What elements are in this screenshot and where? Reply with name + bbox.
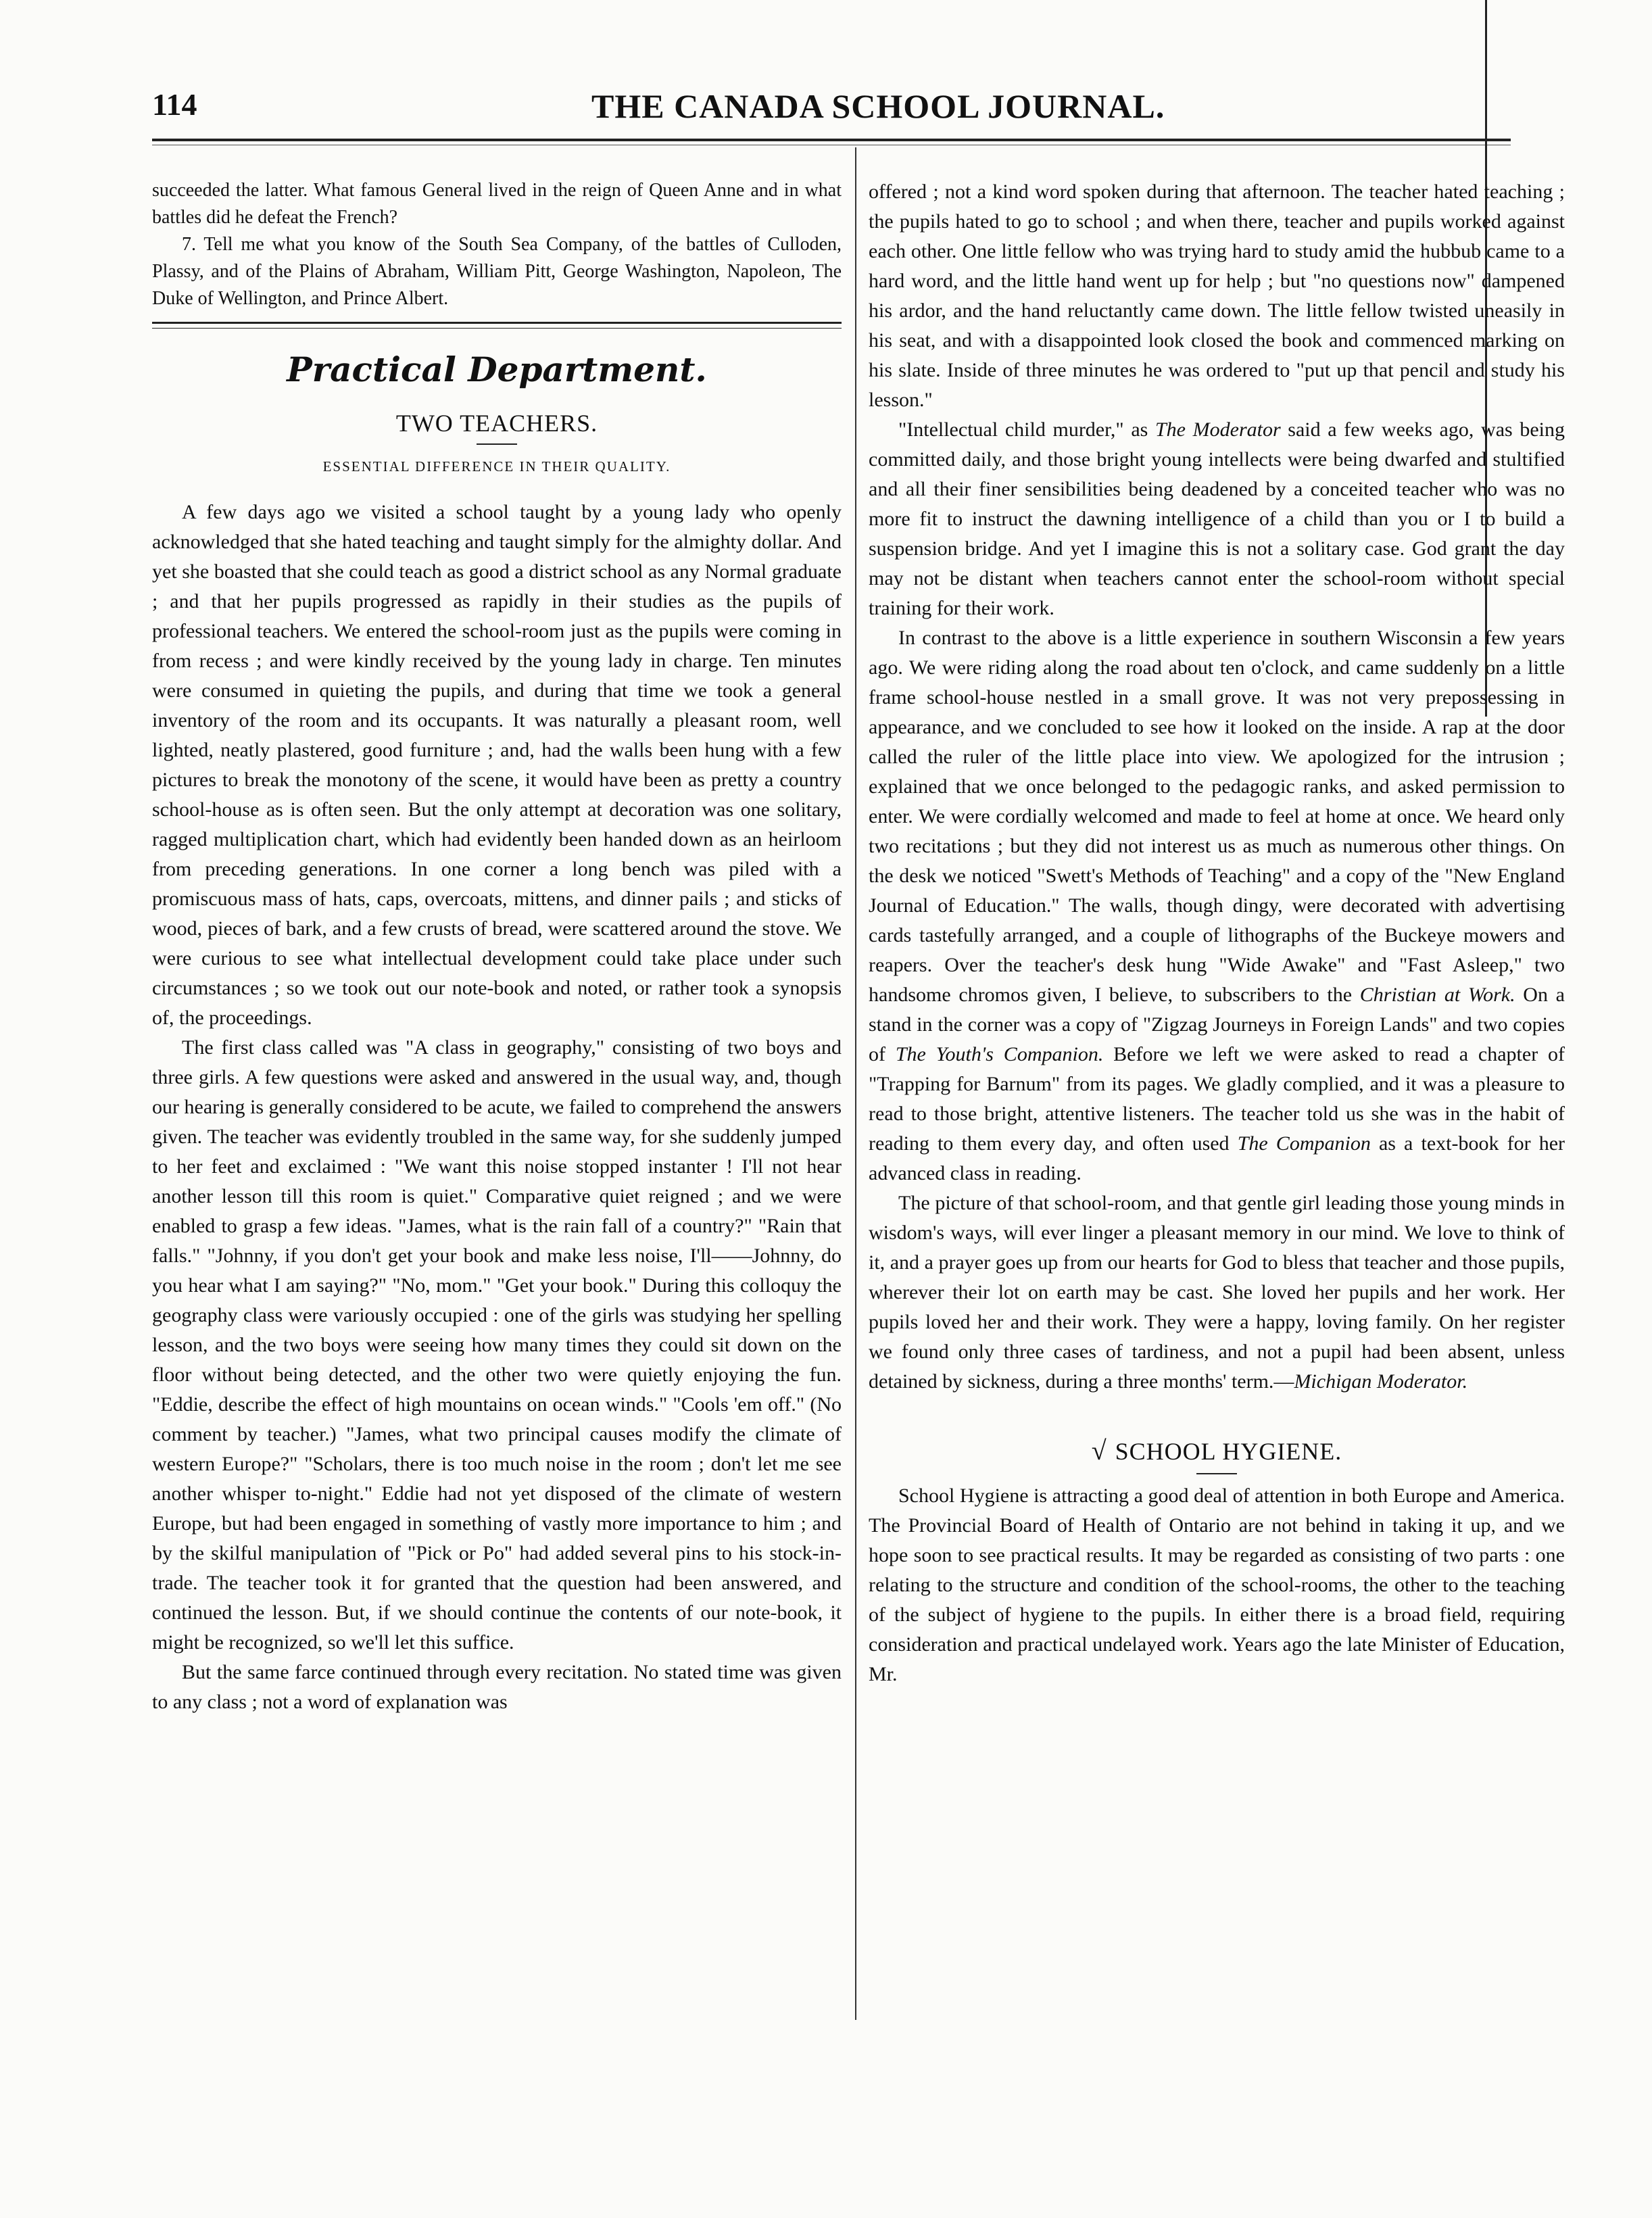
- text-run: In contrast to the above is a little experience in southern Wisconsin a few years ago. We were riding along the road about ten o'clock, and came suddenly on a little frame school-house nestled in a small grove. It was not very prepossessing in appearance, and we concluded to see how it looked on the inside. A rap at the door called the ruler of the little place into view. We apologized for the intrusion ; explained that we once belonged to the pedagogic ranks, and asked permission to enter. We were cordially welcomed and made to feel at home at once. We heard only two recitations ; but they did not interest us as much as numerous other things. On the desk we noticed "Swett's Methods of Teaching" and a copy of the "New England Journal of Education." The walls, though dingy, were decorated with advertising cards tastefully arranged, and a couple of lithographs of the Buckeye mowers and reapers. Over the teacher's desk hung "Wide Awake" and "Fast Asleep," two handsome chromos given, I believe, to subscribers to the: [869, 627, 1565, 1006]
- article-paragraph: A few days ago we visited a school taught by a young lady who openly acknowledged that she hated teaching and taught simply for the almighty dollar. And yet she boasted that she could teach as good a district school as any Normal graduate ; and that her pupils progressed as rapidly in their studies as the pupils of professional teachers. We entered the school-room just as the pupils were coming in from recess ; and were kindly received by the young lady in charge. Ten minutes were consumed in quieting the pupils, and during that time we took a general inventory of the room and its occupants. It was naturally a pleasant room, well lighted, neatly plastered, good furniture ; and, had the walls been hung with a few pictures to break the monotony of the scene, it would have been as pretty a country school-house as is often seen. But the only attempt at decoration was one solitary, ragged multiplication chart, which had evidently been handed down as an heirloom from preceding generations. In one corner a long bench was piled with a promiscuous mass of hats, caps, overcoats, mittens, and dinner pails ; and sticks of wood, pieces of bark, and a few crusts of bread, were scattered around the stove. We were curious to see what intellectual development could take place under such circumstances ; so we took out our note-book and noted, or rather took a synopsis of, the proceedings.: [152, 501, 842, 1029]
- text-run: as a text-book for her advanced class in reading.: [869, 1132, 1565, 1184]
- text-run: The picture of that school-room, and that gentle girl leading those young minds in wisdom's ways, will ever linger a pleasant memory in our mind. We love to think of it, and a prayer goes up from our hearts for God to bless that teacher and those pupils, wherever their lot on earth may be cast. She loved her pupils and her work. Her pupils loved her and their work. They were a happy, loving family. On her register we found only three cases of tardiness, and not a pupil had been absent, unless detained by sickness, during a three months' term.—: [869, 1192, 1565, 1393]
- article-subtitle: ESSENTIAL DIFFERENCE IN THEIR QUALITY.: [322, 458, 671, 475]
- text-run: "Intellectual child murder," as: [898, 418, 1155, 441]
- source-credit: Michigan Moderator.: [1294, 1370, 1468, 1393]
- text-run: said a few weeks ago, was being committed daily, and those bright young intellects were being dwarfed and stultified and all their finer sensibilities being deadened by a conceited teacher who was no more fit to instruct the dawning intelligence of a child than you or I to build a suspension bridge. And yet I imagine this is not a solitary case. God grant the day may not be distant when teachers cannot enter the school-room without special training for their work.: [869, 418, 1565, 619]
- checkmark-icon: √: [1091, 1435, 1107, 1466]
- publication-name: The Youth's Companion.: [895, 1043, 1104, 1065]
- publication-name: Christian at Work.: [1359, 984, 1515, 1006]
- article-paragraph: [869, 415, 1565, 623]
- article-paragraph: The first class called was "A class in geography," consisting of two boys and three girls. A few questions were asked and answered in the usual way, and, though our hearing is generally considered to be acute, we failed to comprehend the answers given. The teacher was evidently troubled in the same way, for she suddenly jumped to her feet and exclaimed : "We want this noise stopped instanter ! I'll not hear another lesson till this room is quiet." Comparative quiet reigned ; and we were enabled to grasp a few ideas. "James, what is the rain fall of a country?" "Rain that falls." "Johnny, if you don't get your book and make less noise, I'll——Johnny, do you hear what I am saying?" "No, mom." "Get your book." During this colloquy the geography class were variously occupied : one of the girls was studying her spelling lesson, and the two boys were seeing how many times they could sit down on the floor without being detected, and the other two were quietly enjoying the fun. "Eddie, describe the effect of high mountains on ocean winds." "Cools 'em off." (No comment by teacher.) "James, what two principal causes modify the climate of western Europe?" "Scholars, there is too much noise in the room ; don't let me see another whisper to-night." Eddie had not yet disposed of the climate of western Europe, but had been engaged in something of vastly more importance to him ; and by the skilful manipulation of "Pick or Po" had added several pins to his stock-in-trade. The teacher took it for granted that the question had been answered, and continued the lesson. But, if we should continue the contents of our note-book, it might be recognized, so we'll let this suffice.: [152, 1036, 842, 1654]
- intro-question-7: 7. Tell me what you know of the South Sea Company, of the battles of Culloden, Plassy, and of the Plains of Abraham, William Pitt, George Washington, Napoleon, The Duke of Wellington, and Prince Albert.: [152, 234, 842, 309]
- article-paragraph: But the same farce continued through every recitation. No stated time was given to any class ; not a word of explanation was: [152, 1661, 842, 1713]
- section-heading: Practical Department.: [287, 349, 707, 389]
- publication-name: The Companion: [1237, 1132, 1371, 1155]
- title-rule: [477, 443, 517, 445]
- hygiene-title: SCHOOL HYGIENE.: [1115, 1438, 1342, 1465]
- page-number: 114: [152, 87, 197, 122]
- text-run: Before we left we were asked to read a chapter of "Trapping for Barnum" from its pages. We gladly complied, and it was a pleasure to read to those bright, attentive listeners. The teacher told us she was in the habit of reading to them every day, and often used: [869, 1043, 1565, 1155]
- section-rule: [152, 322, 842, 329]
- left-column: [152, 177, 842, 1717]
- article-paragraph: [869, 623, 1565, 1188]
- article-paragraph: offered ; not a kind word spoken during that afternoon. The teacher hated teaching ; the pupils hated to go to school ; and when there, teacher and pupils worked against each other. One little fellow who was trying hard to study amid the hubbub came to a hard word, and the little hand went up for help ; but "no questions now" dampened his ardor, and the hand reluctantly came down. The little fellow twisted uneasily in his seat, and with a disappointed look closed the book and commenced marking on his slate. Inside of three minutes he was ordered to "put up that pencil and study his lesson.": [869, 180, 1565, 411]
- publication-name: The Moderator: [1155, 418, 1281, 441]
- article-title: TWO TEACHERS.: [395, 410, 598, 437]
- header-rule: [152, 139, 1511, 141]
- text-run: On a stand in the corner was a copy of "Zigzag Journeys in Foreign Lands" and two copies of: [869, 984, 1565, 1065]
- article-paragraph: [869, 1188, 1565, 1397]
- title-rule: [1196, 1473, 1237, 1474]
- intro-paragraph: succeeded the latter. What famous General lived in the reign of Queen Anne and in what battles did he defeat the French?: [152, 180, 842, 228]
- column-divider: [855, 147, 856, 2020]
- article-paragraph: School Hygiene is attracting a good deal of attention in both Europe and America. The Provincial Board of Health of Ontario are not behind in taking it up, and we hope soon to see practical results. It may be regarded as consisting of two parts : one relating to the structure and condition of the school-rooms, the other to the teaching of the subject of hygiene to the pupils. In either there is a broad field, requiring consideration and practical undelayed work. Years ago the late Minister of Education, Mr.: [869, 1485, 1565, 1685]
- journal-title: THE CANADA SCHOOL JOURNAL.: [591, 87, 1165, 125]
- right-column: [869, 177, 1565, 1689]
- page-header: [152, 87, 1511, 127]
- hygiene-heading: [869, 1436, 1565, 1466]
